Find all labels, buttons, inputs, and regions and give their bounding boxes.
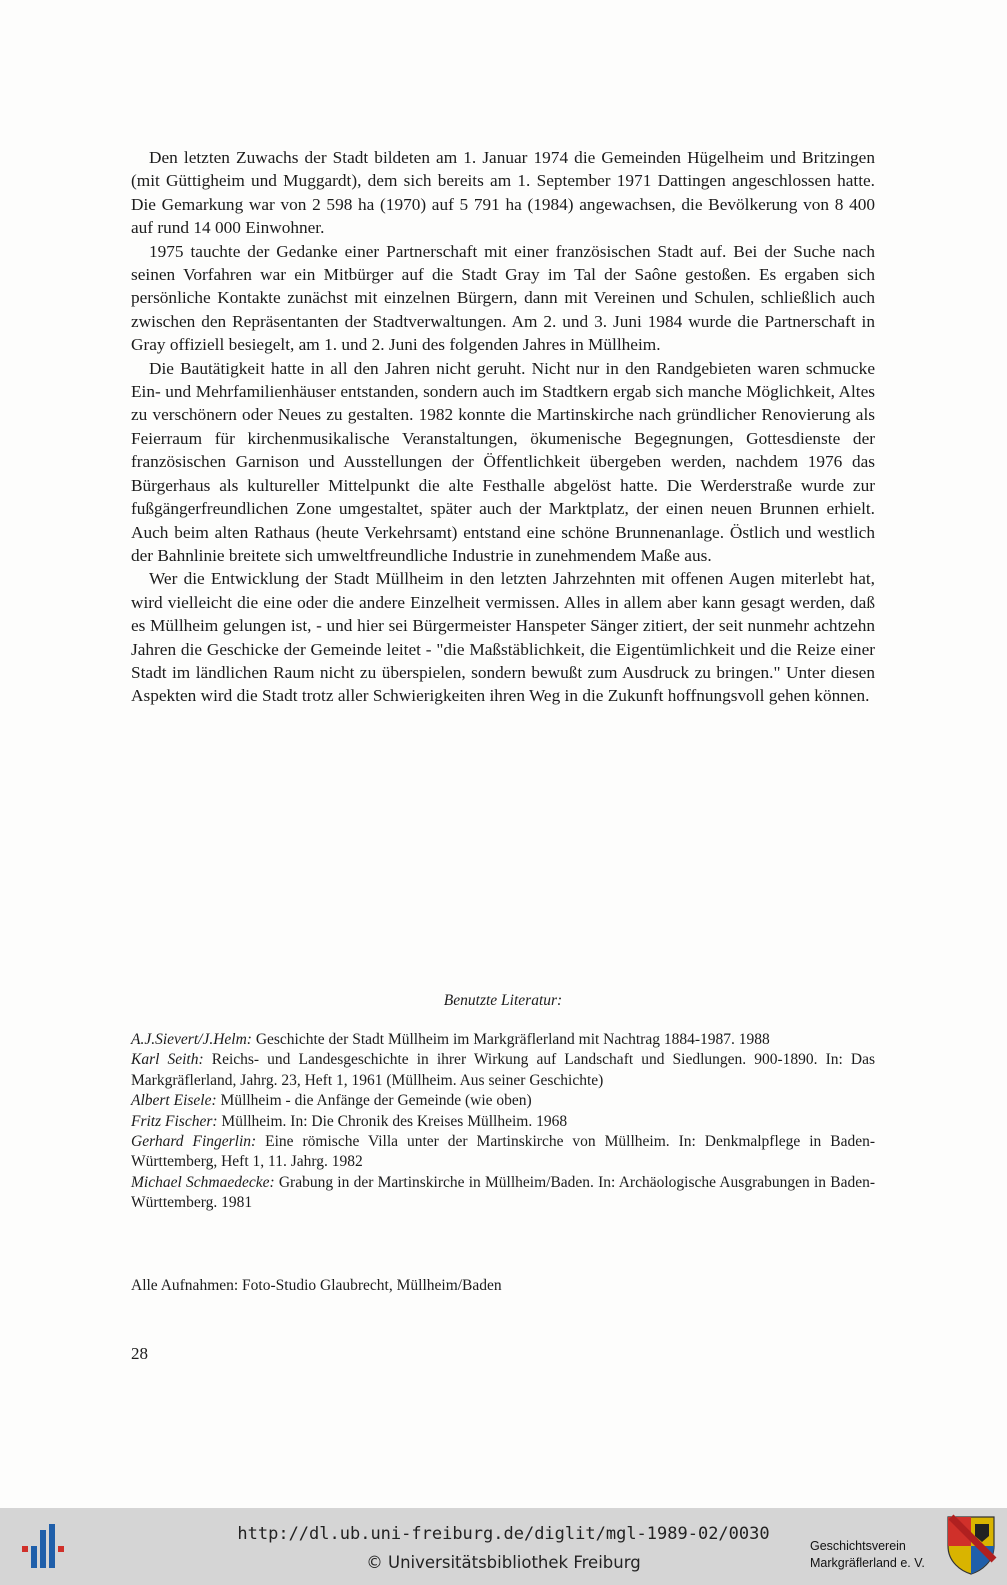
literature-author: Michael Schmaedecke: <box>131 1173 275 1191</box>
paragraph-2: 1975 tauchte der Gedanke einer Partnerschaft mit einer französischen Stadt auf. Bei der Suche nach seinen Vorfahren war ein Mitbürger auf die Stadt Gray im Tal der Saône gestoßen. Es ergaben sich persönliche Kontakte zunächst mit einzelnen Bürgern, dann mit Vereinen und Schulen, schließlich auch zwischen den Repräsentanten der Stadtverwaltungen. Am 2. und 3. Juni 1984 wurde die Partnerschaft in Gray offiziell besiegelt, am 1. und 2. Juni des folgenden Jahres in Müllheim. <box>131 241 875 355</box>
literature-title: Geschichte der Stadt Müllheim im Markgräflerland mit Nachtrag 1884-1987. 1988 <box>255 1031 770 1048</box>
footer-bar <box>0 1508 1007 1585</box>
paragraph-3: Die Bautätigkeit hatte in all den Jahren nicht geruht. Nicht nur in den Randgebieten waren schmucke Ein- und Mehrfamilienhäuser entstanden, sondern auch im Stadtkern ergab sich manche Möglichkeit, Altes zu verschönern oder Neues zu gestalten. 1982 konnte die Martinskirche nach gründlicher Renovierung als Feierraum für kirchenmusikalische Veranstaltungen, ökumenische Begegnungen, Gottesdienste der französischen Garnison und Ausstellungen der Öffentlichkeit übergeben werden, nachdem 1976 das Bürgerhaus als kultureller Mittelpunkt die alte Festhalle abgelöst hatte. Die Werderstraße wurde zur fußgängerfreundlichen Zone umgestaltet, später auch der Marktplatz, der einen neuen Brunnen erhielt. Auch beim alten Rathaus (heute Verkehrsamt) entstand eine schöne Brunnenanlage. Östlich und westlich der Bahnlinie breitete sich umweltfreundliche Industrie in zunehmendem Maße aus. <box>131 358 875 565</box>
literature-author: Albert Eisele: <box>131 1092 217 1110</box>
page-number: 28 <box>131 1344 148 1363</box>
article-body <box>131 146 875 708</box>
literature-entry <box>131 1173 875 1214</box>
literature-title: Müllheim. In: Die Chronik des Kreises Müllheim. 1968 <box>221 1112 568 1130</box>
coat-of-arms-icon <box>945 1514 997 1576</box>
society-name <box>810 1538 925 1572</box>
literature-heading: Benutzte Literatur: <box>443 992 563 1009</box>
literature-entry <box>131 1050 875 1091</box>
photo-credit: Alle Aufnahmen: Foto-Studio Glaubrecht, Müllheim/Baden <box>131 1277 502 1294</box>
society-name-line2: Markgräflerland e. V. <box>810 1556 925 1570</box>
document-url-link[interactable]: http://dl.ub.uni-freiburg.de/diglit/mgl-1989-02/0030 <box>237 1524 770 1544</box>
copyright-notice: © Universitätsbibliothek Freiburg <box>366 1553 641 1572</box>
literature-author: Fritz Fischer: <box>131 1112 218 1130</box>
literature-title: Reichs- und Landesgeschichte in ihrer Wirkung auf Landschaft und Siedlungen. 900-1890. In: Das Markgräflerland, Jahrg. 23, Heft 1, 1961 (Müllheim. Aus seiner Geschichte) <box>131 1051 875 1089</box>
literature-title: Eine römische Villa unter der Martinskirche von Müllheim. In: Denkmalpflege in Baden-Württemberg, Heft 1, 11. Jahrg. 1982 <box>131 1133 875 1171</box>
literature-author: A.J.Sievert/J.Helm: <box>131 1031 252 1048</box>
literature-list <box>131 1030 875 1214</box>
literature-author: Karl Seith: <box>131 1051 204 1069</box>
paragraph-4: Wer die Entwicklung der Stadt Müllheim in den letzten Jahrzehnten mit offenen Augen miterlebt hat, wird vielleicht die eine oder die andere Einzelheit vermissen. Alles in allem aber kann gesagt werden, daß es Müllheim gelungen ist, - und hier sei Bürgermeister Hanspeter Sänger zitiert, der seit nunmehr achtzehn Jahren die Geschicke der Gemeinde leitet - "die Maßstäblichkeit, die Eigentümlichkeit und die Reize einer Stadt im ländlichen Raum nicht zu überspielen, sondern bewußt zum Ausdruck zu bringen." Unter diesen Aspekten wird die Stadt trotz aller Schwierigkeiten ihren Weg in die Zukunft hoffnungsvoll gehen können. <box>131 569 875 706</box>
literature-entry <box>131 1112 875 1132</box>
literature-entry <box>131 1091 875 1111</box>
literature-entry <box>131 1132 875 1173</box>
literature-title: Grabung in der Martinskirche in Müllheim/Baden. In: Archäologische Ausgrabungen in Baden-Württemberg. 1981 <box>131 1173 875 1212</box>
paragraph-1: Den letzten Zuwachs der Stadt bildeten am 1. Januar 1974 die Gemeinden Hügelheim und Britzingen (mit Güttigheim und Muggardt), dem sich bereits am 1. September 1971 Dattingen angeschlossen hatte. Die Gemarkung war von 2 598 ha (1970) auf 5 791 ha (1984) angewachsen, die Bevölkerung von 8 400 auf rund 14 000 Einwohner. <box>131 148 875 238</box>
literature-title: Müllheim - die Anfänge der Gemeinde (wie oben) <box>220 1092 532 1110</box>
literature-author: Gerhard Fingerlin: <box>131 1133 257 1151</box>
literature-entry <box>131 1030 875 1050</box>
society-name-line1: Geschichtsverein <box>810 1539 906 1553</box>
